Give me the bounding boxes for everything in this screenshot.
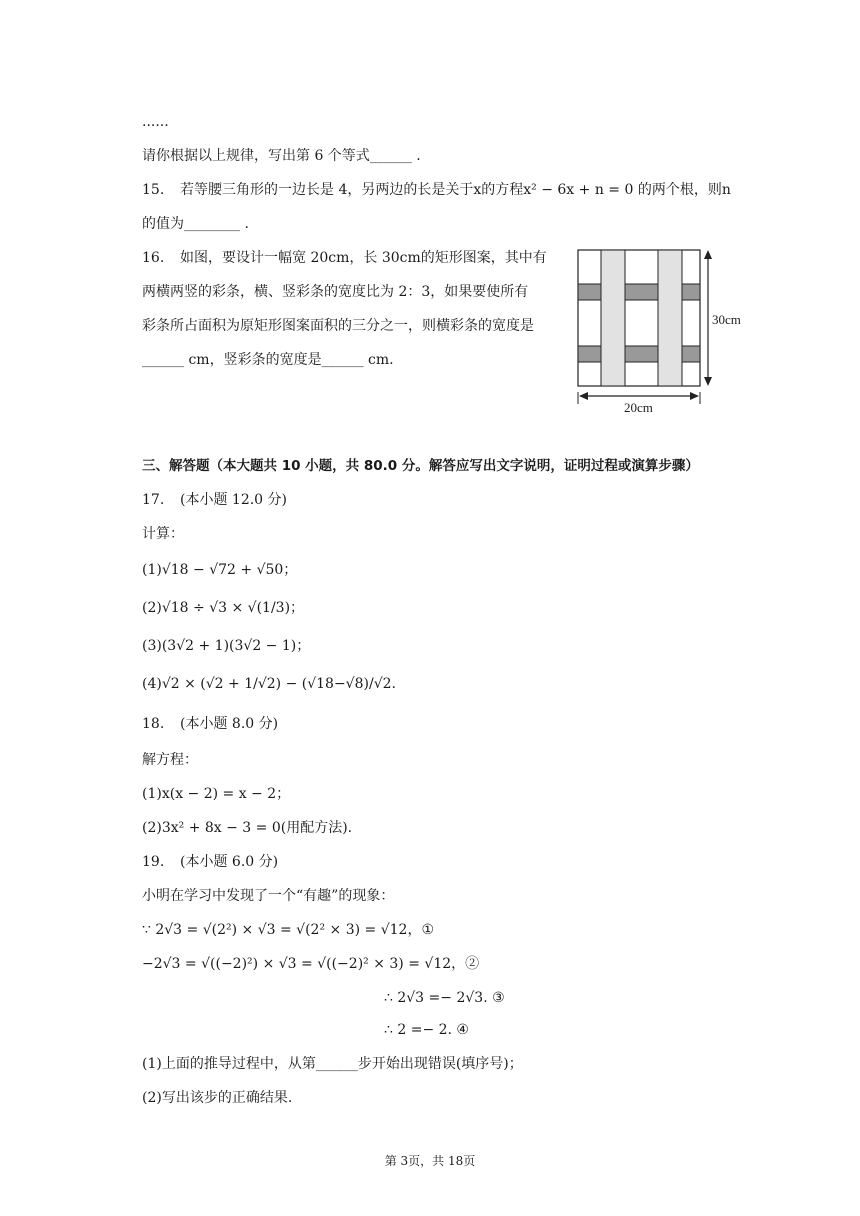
q15-line2-end: . [240, 216, 249, 232]
q15-line1 [142, 180, 731, 200]
q15-text: 若等腰三角形的一边长是 4，另两边的长是关于x的方程x² − 6x + n = 0 的两个根，则n [180, 182, 731, 198]
q14-tail-text: 请你根据以上规律，写出第 6 个等式 [142, 148, 370, 164]
q16-line3: 彩条所占面积为原矩形图案面积的三分之一，则横彩条的宽度是 [142, 318, 534, 334]
q19-step-2: −2√3 = √((−2)²) × √3 = √((−2)² × 3) = √12，② [142, 956, 480, 972]
q14-tail-end: . [411, 148, 421, 164]
q16-answer-blank-2[interactable]: ______ [321, 352, 364, 368]
q19-part-1-suffix: 步开始出现错误(填序号)； [357, 1056, 523, 1072]
q18-number: 18. [142, 716, 165, 732]
q19-part-1-prefix: (1)上面的推导过程中，从第 [142, 1056, 316, 1072]
vertical-stripe-left [601, 250, 625, 386]
q19-prompt: 小明在学习中发现了一个“有趣”的现象： [142, 888, 395, 904]
q16-line2: 两横两竖的彩条，横、竖彩条的宽度比为 2：3，如果要使所有 [142, 284, 529, 300]
q19-step-4: ∴ 2 =− 2. ④ [384, 1022, 469, 1038]
q19-step-1: ∵ 2√3 = √(2²) × √3 = √(2² × 3) = √12，① [142, 922, 434, 938]
page-footer: 第 3页，共 18页 [384, 1154, 476, 1168]
q16-line4-end: cm. [363, 352, 394, 368]
q15-number: 15. [142, 182, 165, 198]
ellipsis: ...... [142, 114, 169, 130]
q15-answer-blank[interactable]: ________ [184, 216, 240, 232]
q16-answer-blank-1[interactable]: ______ [142, 352, 184, 368]
q19-part-1 [142, 1054, 523, 1074]
width-arrow-left [579, 392, 588, 400]
q18-part-2: (2)3x² + 8x − 3 = 0(用配方法). [142, 820, 353, 836]
q19-score: (本小题 6.0 分) [180, 854, 279, 870]
q15-line2 [142, 214, 249, 234]
vertical-stripe-right [658, 250, 682, 386]
q17-prompt: 计算： [142, 526, 184, 542]
q18-part-1: (1)x(x − 2) = x − 2； [142, 786, 291, 802]
q19-part-2: (2)写出该步的正确结果. [142, 1090, 293, 1106]
height-arrow-bottom [704, 377, 712, 386]
q19-step-3: ∴ 2√3 =− 2√3. ③ [384, 990, 505, 1006]
q17-header [142, 490, 287, 510]
q17-part-4: (4)√2 × (√2 + 1/√2) − (√18−√8)/√2. [142, 676, 396, 692]
q16-number: 16. [142, 250, 165, 266]
q17-part-1: (1)√18 − √72 + √50； [142, 562, 298, 578]
q18-header [142, 714, 278, 734]
width-arrow-right [690, 392, 699, 400]
q15-line2-prefix: 的值为 [142, 216, 184, 232]
q17-part-3: (3)(3√2 + 1)(3√2 − 1)； [142, 638, 311, 654]
height-label: 30cm [712, 312, 741, 327]
q19-answer-blank[interactable]: ______ [315, 1056, 358, 1072]
q18-prompt: 解方程： [142, 752, 198, 768]
q17-part-2: (2)√18 ÷ √3 × √(1/3)； [142, 600, 305, 616]
q17-score: (本小题 12.0 分) [180, 492, 287, 508]
q19-header [142, 852, 278, 872]
q16-text-1: 如图，要设计一幅宽 20cm，长 30cm的矩形图案，其中有 [180, 250, 547, 266]
q16-line1 [142, 248, 547, 268]
width-label: 20cm [624, 400, 653, 415]
q14-tail [142, 146, 421, 166]
q14-answer-blank[interactable]: ______ [369, 148, 412, 164]
q16-line4 [142, 350, 394, 370]
section-3-title: 三、解答题（本大题共 10 小题，共 80.0 分。解答应写出文字说明，证明过程或演算步骤） [142, 458, 699, 474]
q19-number: 19. [142, 854, 165, 870]
q18-score: (本小题 8.0 分) [180, 716, 279, 732]
q16-line4-mid: cm，竖彩条的宽度是 [184, 352, 322, 368]
q16-figure [572, 244, 762, 416]
q17-number: 17. [142, 492, 165, 508]
height-arrow-top [704, 250, 712, 259]
